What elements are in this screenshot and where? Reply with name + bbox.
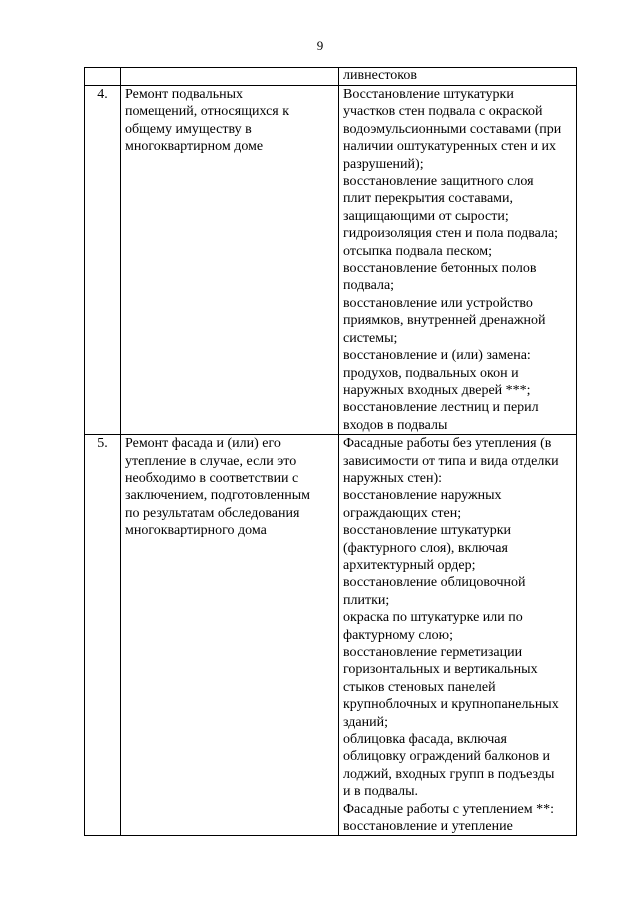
work-type-line: общему имуществу в <box>125 121 252 137</box>
work-line: восстановление и (или) замена: <box>343 348 531 364</box>
work-list-cell <box>339 86 577 435</box>
work-line: фактурному слою; <box>343 627 453 643</box>
work-line: водоэмульсионными составами (при <box>343 121 562 137</box>
work-line: Восстановление штукатурки <box>343 87 514 102</box>
work-line: восстановление или устройство <box>343 295 533 311</box>
work-line: входов в подвалы <box>343 417 448 433</box>
work-line: приямков, внутренней дренажной <box>343 313 546 329</box>
work-line: зданий; <box>343 714 388 730</box>
row-number-cell: 5. <box>85 435 121 836</box>
work-line: восстановление наружных <box>343 488 502 504</box>
work-type-line: многоквартирном доме <box>125 139 264 155</box>
work-type-line: Ремонт фасада и (или) его <box>125 436 281 452</box>
work-line: стыков стеновых панелей <box>343 679 496 695</box>
work-line: архитектурный ордер; <box>343 557 476 573</box>
work-line: участков стен подвала с окраской <box>343 104 543 120</box>
work-type-line: по результатам обследования <box>125 505 300 521</box>
table-row <box>85 435 577 836</box>
work-line: подвала; <box>343 278 395 294</box>
work-line: облицовка фасада, включая <box>343 732 507 748</box>
work-line: защищающими от сырости; <box>343 208 509 224</box>
work-line: восстановление бетонных полов <box>343 261 537 277</box>
work-type-line: утепление в случае, если это <box>125 453 297 469</box>
work-line: восстановление лестниц и перил <box>343 400 539 416</box>
row-number-cell: 4. <box>85 86 121 435</box>
work-type-cell <box>121 86 339 435</box>
work-line: облицовку ограждений балконов и <box>343 749 551 765</box>
work-type-line: необходимо в соответствии с <box>125 470 299 486</box>
work-line: (фактурного слоя), включая <box>343 540 508 556</box>
work-line: продухов, подвальных окон и <box>343 365 519 381</box>
work-list-cell <box>339 68 577 86</box>
work-type-line: Ремонт подвальных <box>125 87 244 102</box>
work-line: системы; <box>343 330 398 346</box>
work-line: окраска по штукатурке или по <box>343 610 523 626</box>
table-row <box>85 86 577 435</box>
work-line: плит перекрытия составами, <box>343 191 514 207</box>
work-type-line: заключением, подготовленным <box>125 488 311 504</box>
work-line: отсыпка подвала песком; <box>343 243 493 259</box>
work-line: Фасадные работы с утеплением **: <box>343 801 554 817</box>
work-line: наличии оштукатуренных стен и их <box>343 139 557 155</box>
work-line: восстановление герметизации <box>343 645 523 660</box>
table-row <box>85 68 577 86</box>
work-type-line: помещений, относящихся к <box>125 104 290 120</box>
work-line: плитки; <box>343 592 390 608</box>
work-line: гидроизоляция стен и пола подвала; <box>343 226 559 242</box>
work-line: горизонтальных и вертикальных <box>343 662 538 678</box>
work-line: восстановление штукатурки <box>343 523 511 539</box>
work-type-cell <box>121 435 339 836</box>
work-type-line: многоквартирного дома <box>125 523 267 539</box>
work-line: наружных входных дверей ***; <box>343 382 531 398</box>
work-line: и в подвалы. <box>343 784 418 800</box>
page-number: 9 <box>316 38 324 53</box>
work-line: восстановление облицовочной <box>343 575 526 591</box>
work-line: восстановление защитного слоя <box>343 174 534 190</box>
work-line: зависимости от типа и вида отделки <box>343 453 559 469</box>
work-type-cell <box>121 68 339 86</box>
work-line: восстановление и утепление <box>343 819 513 835</box>
work-line: Фасадные работы без утепления (в <box>343 436 552 452</box>
work-line: ограждающих стен; <box>343 505 462 521</box>
row-number-cell <box>85 68 121 86</box>
work-line: разрушений); <box>343 156 424 172</box>
work-line: ливнестоков <box>343 68 417 83</box>
work-line: крупноблочных и крупнопанельных <box>343 697 559 713</box>
repair-works-table <box>84 67 577 836</box>
work-line: лоджий, входных групп в подъезды <box>343 766 555 782</box>
work-list-cell <box>339 435 577 836</box>
work-line: наружных стен): <box>343 470 442 486</box>
